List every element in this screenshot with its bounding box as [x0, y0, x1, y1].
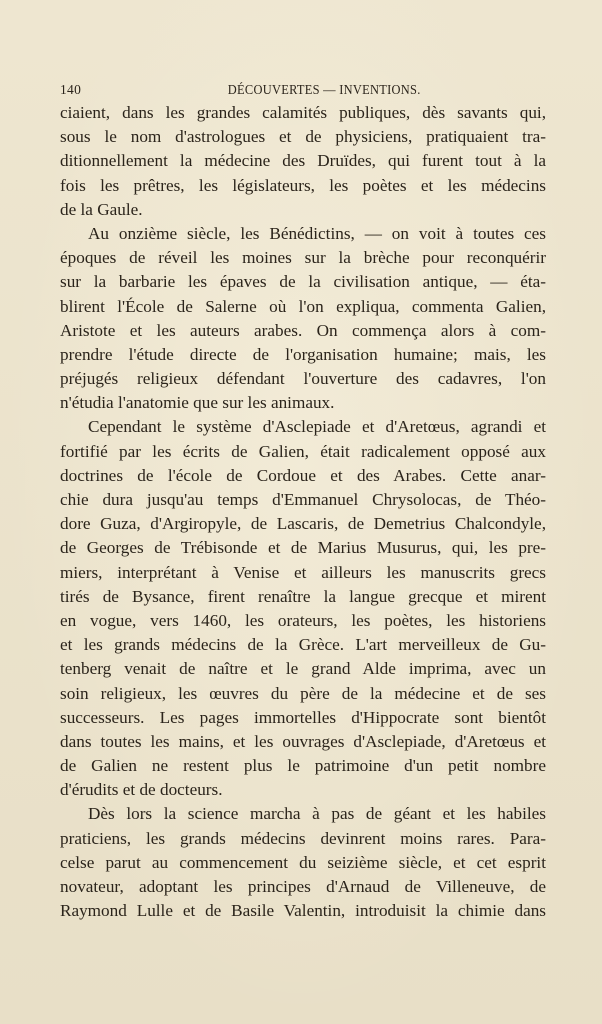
text-line: miers, interprétant à Venise et ailleurs les manuscrits grecs — [60, 562, 546, 582]
text-line: praticiens, les grands médecins devinrent moins rares. Para- — [60, 828, 546, 848]
text-line: celse parut au commencement du seizième siècle, et cet esprit — [60, 852, 546, 872]
text-line: tenberg venait de naître et le grand Alde imprima, avec un — [60, 659, 546, 679]
text-line: de la Gaule. — [60, 199, 143, 219]
text-line: et les grands médecins de la Grèce. L'art merveilleux de Gu- — [60, 635, 546, 655]
text-line: de Galien ne restent plus le patrimoine d'un petit nombre — [60, 756, 546, 776]
text-line: blirent l'École de Salerne où l'on expliqua, commenta Galien, — [60, 296, 546, 316]
text-line: préjugés religieux défendant l'ouverture des cadavres, l'on — [60, 369, 546, 389]
text-line: novateur, adoptant les principes d'Arnaud de Villeneuve, de — [60, 877, 546, 896]
text-line: Aristote et les auteurs arabes. On commença alors à com- — [60, 320, 546, 340]
body-text — [60, 101, 546, 923]
text-line: Dès lors la science marcha à pas de géant et les habiles — [88, 804, 546, 824]
paragraph — [60, 101, 546, 222]
running-title: DÉCOUVERTES — INVENTIONS. — [227, 82, 421, 97]
text-line: en vogue, vers 1460, les orateurs, les poètes, les historiens — [60, 610, 546, 630]
text-line: sous le nom d'astrologues et de physiciens, pratiquaient tra- — [60, 127, 546, 147]
text-line: ciaient, dans les grandes calamités publiques, dès savants qui, — [60, 103, 546, 122]
text-line: chie dura jusqu'au temps d'Emmanuel Chrysolocas, de Théo- — [60, 490, 546, 509]
text-line: dans toutes les mains, et les ouvrages d'Asclepiade, d'Aretœus et — [60, 731, 546, 751]
paragraph — [60, 415, 546, 802]
text-line: Cependant le système d'Asclepiade et d'Aretœus, agrandi et — [88, 417, 546, 437]
text-line: tirés de Bysance, firent renaître la langue grecque et mirent — [60, 586, 546, 606]
text-line: ditionnellement la médecine des Druïdes, qui furent tout à la — [60, 151, 546, 171]
text-line: d'érudits et de docteurs. — [60, 780, 223, 800]
text-line: prendre l'étude directe de l'organisation humaine; mais, les — [60, 344, 546, 364]
text-line: dore Guza, d'Argiropyle, de Lascaris, de Demetrius Chalcondyle, — [60, 514, 546, 534]
text-line: sur la barbarie les épaves de la civilisation antique, — éta- — [60, 272, 546, 292]
text-line: époques de réveil les moines sur la brèche pour reconquérir — [60, 248, 546, 268]
page-number: 140 — [60, 82, 82, 97]
text-line: successeurs. Les pages immortelles d'Hippocrate sont bientôt — [60, 707, 546, 727]
text-line: fortifié par les écrits de Galien, était radicalement opposé aux — [60, 441, 546, 461]
text-line: soin religieux, les œuvres du père de la médecine et de ses — [60, 683, 546, 703]
text-line: fois les prêtres, les législateurs, les poètes et les médecins — [60, 175, 546, 195]
text-line: Raymond Lulle et de Basile Valentin, introduisit la chimie dans — [60, 901, 546, 921]
text-line: n'étudia l'anatomie que sur les animaux. — [60, 393, 335, 413]
paragraph — [60, 802, 546, 923]
paragraph — [60, 222, 546, 416]
text-line: Au onzième siècle, les Bénédictins, — on voit à toutes ces — [88, 223, 546, 243]
text-line: doctrines de l'école de Cordoue et des Arabes. Cette anar- — [60, 465, 546, 485]
text-line: de Georges de Trébisonde et de Marius Musurus, qui, les pre- — [60, 538, 546, 558]
